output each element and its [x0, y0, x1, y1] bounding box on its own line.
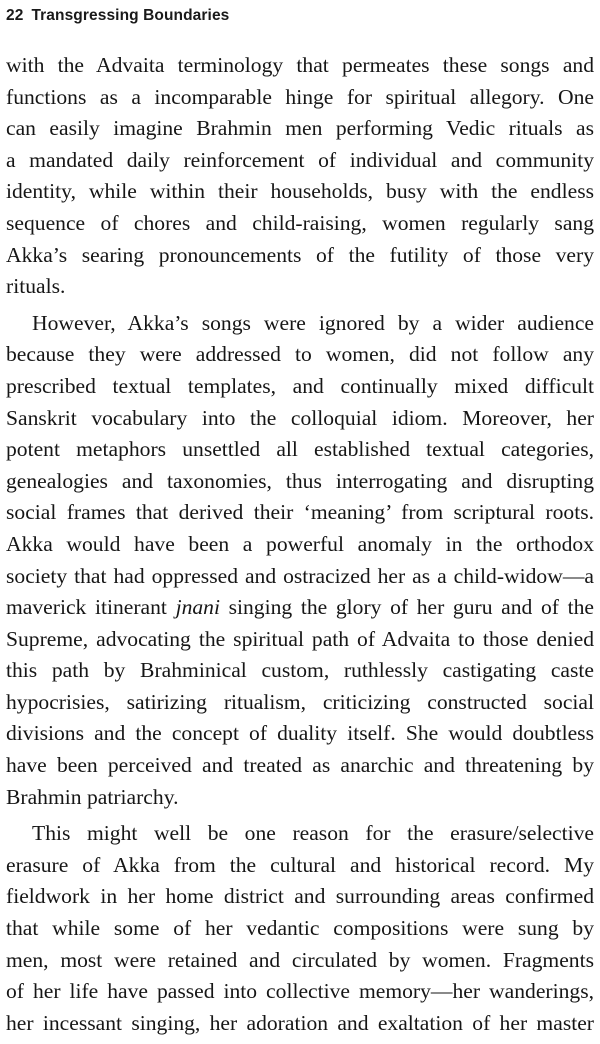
- text-line: erasure of Akka from the cultural and historical record. My: [6, 852, 594, 877]
- running-head: [6, 7, 229, 25]
- text-line: genealogies and taxonomies, thus interrogating and disrupting: [6, 468, 594, 493]
- text-line: with the Advaita terminology that permeates these songs and: [6, 53, 594, 77]
- text-line: Brahmin patriarchy.: [6, 784, 179, 809]
- text-line: her incessant singing, her adoration and exaltation of her master: [6, 1010, 594, 1035]
- text-line: functions as a incomparable hinge for spiritual allegory. One: [6, 84, 594, 109]
- text-line: This might well be one reason for the erasure/selective: [32, 821, 594, 846]
- text-line: this path by Brahminical custom, ruthlessly castigating caste: [6, 658, 594, 683]
- text-line: fieldwork in her home district and surrounding areas confirmed: [6, 884, 594, 909]
- text-line: potent metaphors unsettled all established textual categories,: [6, 437, 594, 462]
- page-number: 22: [6, 7, 24, 24]
- text-line: men, most were retained and circulated by women. Fragments: [6, 947, 594, 972]
- text-line: Akka’s searing pronouncements of the futility of those very: [6, 242, 594, 267]
- text-line: have been perceived and treated as anarchic and threatening by: [6, 753, 594, 778]
- text-line: sequence of chores and child-raising, women regularly sang: [6, 210, 594, 235]
- text-line: However, Akka’s songs were ignored by a wider audience: [32, 310, 594, 335]
- paragraph-2: [6, 308, 594, 814]
- text-line: society that had oppressed and ostracized her as a child-widow—a: [6, 563, 594, 588]
- text-line: Supreme, advocating the spiritual path of Advaita to those denied: [6, 626, 594, 651]
- text-line: rituals.: [6, 274, 66, 299]
- paragraph-3: [6, 818, 594, 1039]
- text-line: can easily imagine Brahmin men performing Vedic rituals as: [6, 116, 594, 141]
- text-line: divisions and the concept of duality itself. She would doubtless: [6, 721, 594, 746]
- paragraph-1: [6, 50, 594, 303]
- text-line: maverick itinerant jnani singing the glory of her guru and of the: [6, 595, 594, 620]
- body-text: [6, 50, 594, 1044]
- text-line: social frames that derived their ‘meaning’ from scriptural roots.: [6, 500, 594, 525]
- text-line: of her life have passed into collective memory—her wanderings,: [6, 979, 594, 1004]
- text-line: Sanskrit vocabulary into the colloquial idiom. Moreover, her: [6, 405, 594, 430]
- text-line: because they were addressed to women, did not follow any: [6, 342, 594, 367]
- text-line: identity, while within their households, busy with the endless: [6, 179, 594, 204]
- text-line: Akka would have been a powerful anomaly in the orthodox: [6, 531, 594, 556]
- running-title: Transgressing Boundaries: [31, 7, 230, 24]
- text-line: hypocrisies, satirizing ritualism, criticizing constructed social: [6, 689, 594, 714]
- text-line: a mandated daily reinforcement of individual and community: [6, 147, 594, 172]
- text-line: prescribed textual templates, and continually mixed difficult: [6, 373, 594, 398]
- text-line: that while some of her vedantic compositions were sung by: [6, 916, 594, 941]
- italic-term: jnani: [175, 595, 220, 620]
